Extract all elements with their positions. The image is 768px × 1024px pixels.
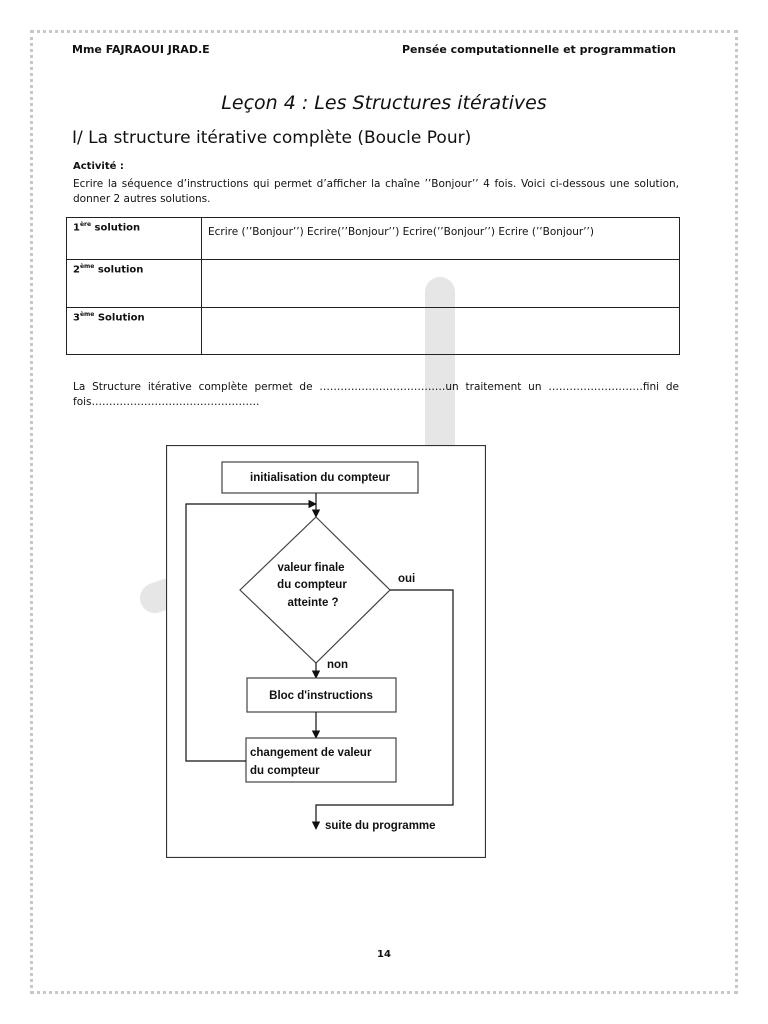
lesson-title: Leçon 4 : Les Structures itératives bbox=[221, 92, 547, 114]
update-line-1: changement de valeur bbox=[250, 747, 372, 759]
solutions-table bbox=[66, 217, 680, 355]
page-number: 14 bbox=[377, 949, 391, 960]
solution-label-1: 1ère solution bbox=[67, 218, 202, 260]
condition-line-2: du compteur bbox=[277, 579, 347, 591]
solution-label-2: 2ème solution bbox=[67, 260, 202, 308]
solution-row-1 bbox=[67, 218, 680, 260]
exit-label: suite du programme bbox=[325, 820, 436, 832]
solution-content-2 bbox=[202, 260, 680, 308]
yes-label: oui bbox=[398, 573, 416, 585]
init-label: initialisation du compteur bbox=[250, 472, 390, 484]
solution-content-3 bbox=[202, 308, 680, 355]
activity-instructions: Ecrire la séquence d’instructions qui permet d’afficher la chaîne ’’Bonjour’’ 4 fois. Voici ci-dessous une solution, donner 2 autres solutions. bbox=[73, 178, 679, 205]
definition-paragraph: La Structure itérative complète permet de ………………………………un traitement un ………………………fini de fois………………………………………… bbox=[73, 381, 679, 408]
solution-label-3: 3ème Solution bbox=[67, 308, 202, 355]
activity-label: Activité : bbox=[73, 161, 124, 172]
header-course: Pensée computationnelle et programmation bbox=[401, 43, 676, 56]
solution-row-3 bbox=[67, 308, 680, 355]
solution-content-1: Ecrire (’’Bonjour’’) Ecrire(’’Bonjour’’) Ecrire(’’Bonjour’’) Ecrire (’’Bonjour’’) bbox=[202, 218, 680, 260]
flowchart bbox=[166, 445, 486, 858]
condition-line-1: valeur finale bbox=[277, 562, 345, 574]
section-title: I/ La structure itérative complète (Boucle Pour) bbox=[72, 128, 472, 148]
instructions-label: Bloc d'instructions bbox=[269, 690, 373, 702]
condition-line-3: atteinte ? bbox=[287, 597, 339, 609]
solution-row-2 bbox=[67, 260, 680, 308]
update-line-2: du compteur bbox=[250, 765, 320, 777]
header-author: Mme FAJRAOUI JRAD.E bbox=[72, 43, 210, 56]
no-label: non bbox=[327, 659, 349, 671]
